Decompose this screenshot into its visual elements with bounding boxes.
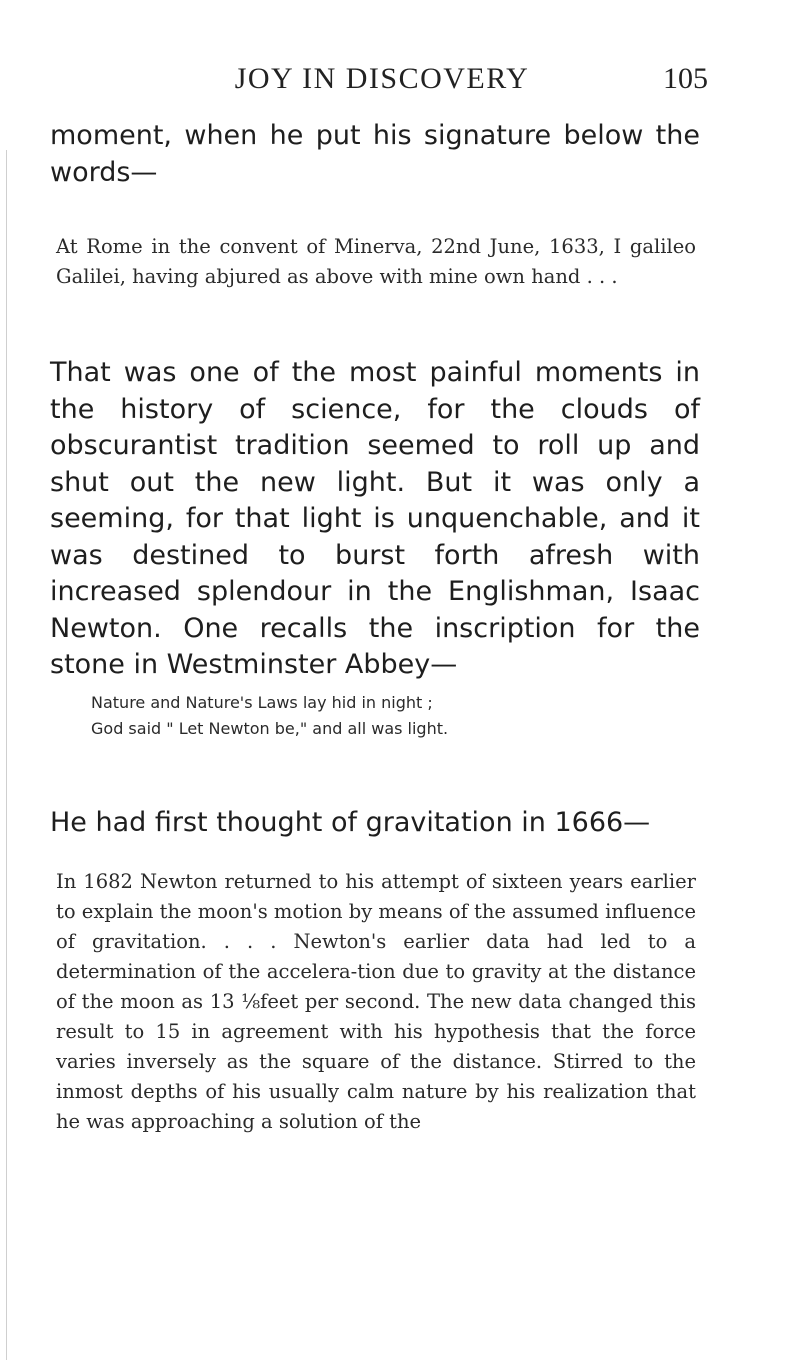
quote-newton-moon: In 1682 Newton returned to his attempt of sixteen years earlier to explain the moon's motion by means of the assumed influence of gravitation. . . . Newton's earlier data had led to a determination of the accelera-tion due to gravity at the distance of the moon as 13 ⅛feet per second. The new data changed this result to 15 in agreement with his hypothesis that the force varies inversely as the square of the distance. Stirred to the inmost depths of his usually calm nature by his realization that he was approaching a solution of the — [56, 870, 696, 1133]
epitaph-verse — [91, 690, 691, 742]
paragraph-gravitation: He had first thought of gravitation in 1666— — [50, 807, 651, 838]
running-title: JOY IN DISCOVERY — [234, 62, 530, 95]
epitaph-line-1: Nature and Nature's Laws lay hid in night ; — [91, 693, 433, 712]
running-head — [56, 62, 708, 102]
page-number: 105 — [663, 62, 708, 95]
quote-abjuration: At Rome in the convent of Minerva, 22nd June, 1633, I galileo Galilei, having abjured as above with mine own hand . . . — [56, 235, 696, 288]
paragraph-opening: moment, when he put his signature below the words— — [50, 120, 700, 188]
page-edge-shadow — [6, 150, 7, 1360]
epitaph-line-2: God said " Let Newton be," and all was light. — [91, 719, 449, 738]
paragraph-painful-moments: That was one of the most painful moments in the history of science, for the clouds of obscurantist tradition seemed to roll up and shut out the new light. But it was only a seeming, for that light is unquenchable, and it was destined to burst forth afresh with increased splendour in the Englishman, Isaac Newton. One recalls the inscription for the stone in Westminster Abbey— — [50, 357, 700, 680]
